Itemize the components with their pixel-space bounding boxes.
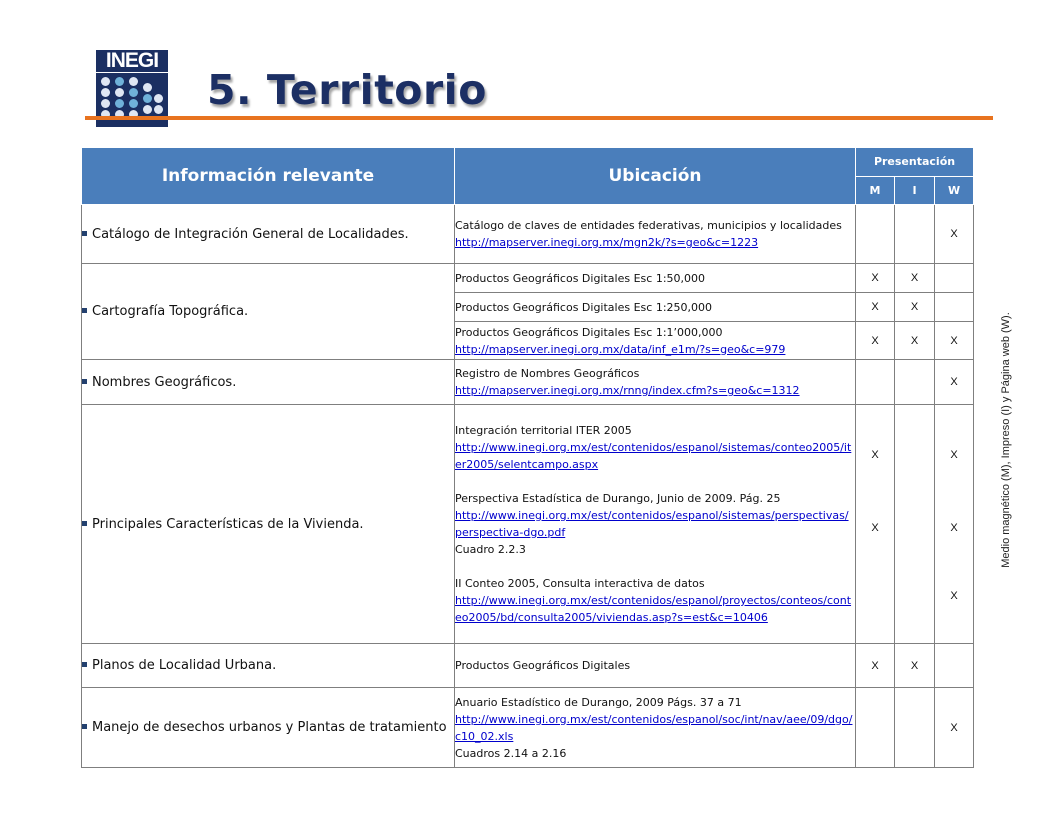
mark-w — [935, 644, 974, 688]
header-w: W — [935, 176, 974, 205]
location-link[interactable]: http://www.inegi.org.mx/est/contenidos/espanol/proyectos/conteos/conteo2005/bd/consulta2005/viviendas.asp?s=est&c=10406 — [455, 594, 852, 624]
mark-i: X — [895, 644, 935, 688]
location-text: Productos Geográficos Digitales Esc 1:250,000 — [455, 300, 713, 314]
location-link[interactable]: http://www.inegi.org.mx/est/contenidos/espanol/soc/int/nav/aee/09/dgo/c10_02.xls — [455, 712, 853, 743]
bullet-icon — [82, 724, 87, 729]
header-m: M — [856, 176, 895, 205]
table-row — [82, 205, 974, 264]
mark-m — [856, 360, 895, 405]
mark-i: X — [895, 293, 935, 322]
mark-w-1: X — [950, 449, 958, 461]
location-text: Integración territorial ITER 2005 — [455, 424, 632, 437]
header-info: Información relevante — [82, 148, 455, 205]
mark-m — [856, 205, 895, 264]
mark-w: X — [935, 688, 974, 768]
mark-w-3: X — [950, 590, 958, 602]
location-link[interactable]: http://mapserver.inegi.org.mx/data/inf_e1m/?s=geo&c=979 — [455, 342, 786, 356]
location-text: Productos Geográficos Digitales — [455, 659, 631, 672]
mark-m: X — [856, 644, 895, 688]
info-label: Principales Características de la Vivienda. — [92, 516, 364, 532]
location-link[interactable]: http://www.inegi.org.mx/est/contenidos/espanol/sistemas/conteo2005/iter2005/selentcampo.aspx — [455, 441, 852, 471]
row-info-catalogo — [82, 205, 455, 264]
mark-m: X — [856, 293, 895, 322]
page-title: 5. Territorio — [207, 66, 487, 114]
table-row — [82, 264, 974, 293]
location-text: Productos Geográficos Digitales Esc 1:50,000 — [455, 271, 706, 285]
row-info-vivienda — [82, 405, 455, 644]
row-location — [455, 293, 856, 322]
row-location — [455, 322, 856, 360]
mark-w: X — [935, 360, 974, 405]
info-label: Planos de Localidad Urbana. — [92, 658, 277, 673]
row-info-nombres — [82, 360, 455, 405]
row-location — [455, 405, 856, 644]
header-location: Ubicación — [455, 148, 856, 205]
location-link[interactable]: http://mapserver.inegi.org.mx/mgn2k/?s=geo&c=1223 — [455, 236, 759, 249]
territory-table — [81, 147, 974, 768]
row-location — [455, 264, 856, 293]
row-info-planos — [82, 644, 455, 688]
table-row — [82, 405, 974, 644]
mark-m — [856, 405, 895, 644]
bullet-icon — [82, 521, 87, 526]
mark-i: X — [895, 264, 935, 293]
row-location — [455, 360, 856, 405]
mark-i — [895, 205, 935, 264]
location-text: Anuario Estadístico de Durango, 2009 Págs. 37 a 71 — [455, 695, 742, 709]
bullet-icon — [82, 308, 87, 313]
logo-text: INEGI — [96, 50, 168, 72]
location-text: II Conteo 2005, Consulta interactiva de datos — [455, 577, 705, 590]
table-row — [82, 688, 974, 768]
mark-m: X — [856, 322, 895, 360]
mark-i — [895, 360, 935, 405]
location-text: Perspectiva Estadística de Durango, Junio de 2009. Pág. 25 — [455, 492, 781, 505]
location-text: Registro de Nombres Geográficos — [455, 367, 640, 380]
mark-i — [895, 688, 935, 768]
row-location — [455, 205, 856, 264]
presentation-legend: Medio magnético (M), Impreso (I) y Página web (W). — [1000, 312, 1012, 568]
location-text: Productos Geográficos Digitales Esc 1:1’000,000 — [455, 325, 723, 339]
bullet-icon — [82, 379, 87, 384]
info-label: Nombres Geográficos. — [92, 374, 237, 390]
info-label: Cartografía Topográfica. — [92, 304, 249, 319]
bullet-icon — [82, 662, 87, 667]
info-label: Catálogo de Integración General de Localidades. — [92, 226, 409, 242]
mark-i — [895, 405, 935, 644]
mark-w — [935, 293, 974, 322]
mark-m — [856, 688, 895, 768]
row-location — [455, 644, 856, 688]
mark-m: X — [856, 264, 895, 293]
mark-w: X — [935, 322, 974, 360]
header-presentation: Presentación — [856, 148, 974, 177]
location-note: Cuadro 2.2.3 — [455, 543, 526, 556]
location-link[interactable]: http://mapserver.inegi.org.mx/rnng/index.cfm?s=geo&c=1312 — [455, 384, 800, 397]
table-row — [82, 360, 974, 405]
location-note: Cuadros 2.14 a 2.16 — [455, 746, 567, 760]
mark-m-1: X — [871, 449, 879, 461]
mark-w: X — [935, 205, 974, 264]
location-link[interactable]: http://www.inegi.org.mx/est/contenidos/espanol/sistemas/perspectivas/perspectiva-dgo.pdf — [455, 509, 849, 539]
bullet-icon — [82, 231, 87, 236]
mark-i: X — [895, 322, 935, 360]
row-info-cartografia — [82, 264, 455, 360]
table-row — [82, 644, 974, 688]
mark-w — [935, 405, 974, 644]
location-text: Catálogo de claves de entidades federativas, municipios y localidades — [455, 219, 842, 232]
title-divider — [85, 116, 993, 120]
header-i: I — [895, 176, 935, 205]
info-label: Manejo de desechos urbanos y Plantas de tratamiento — [92, 720, 447, 735]
mark-w-2: X — [950, 522, 958, 534]
row-location — [455, 688, 856, 768]
mark-w — [935, 264, 974, 293]
mark-m-2: X — [871, 522, 879, 534]
row-info-desechos — [82, 688, 455, 768]
